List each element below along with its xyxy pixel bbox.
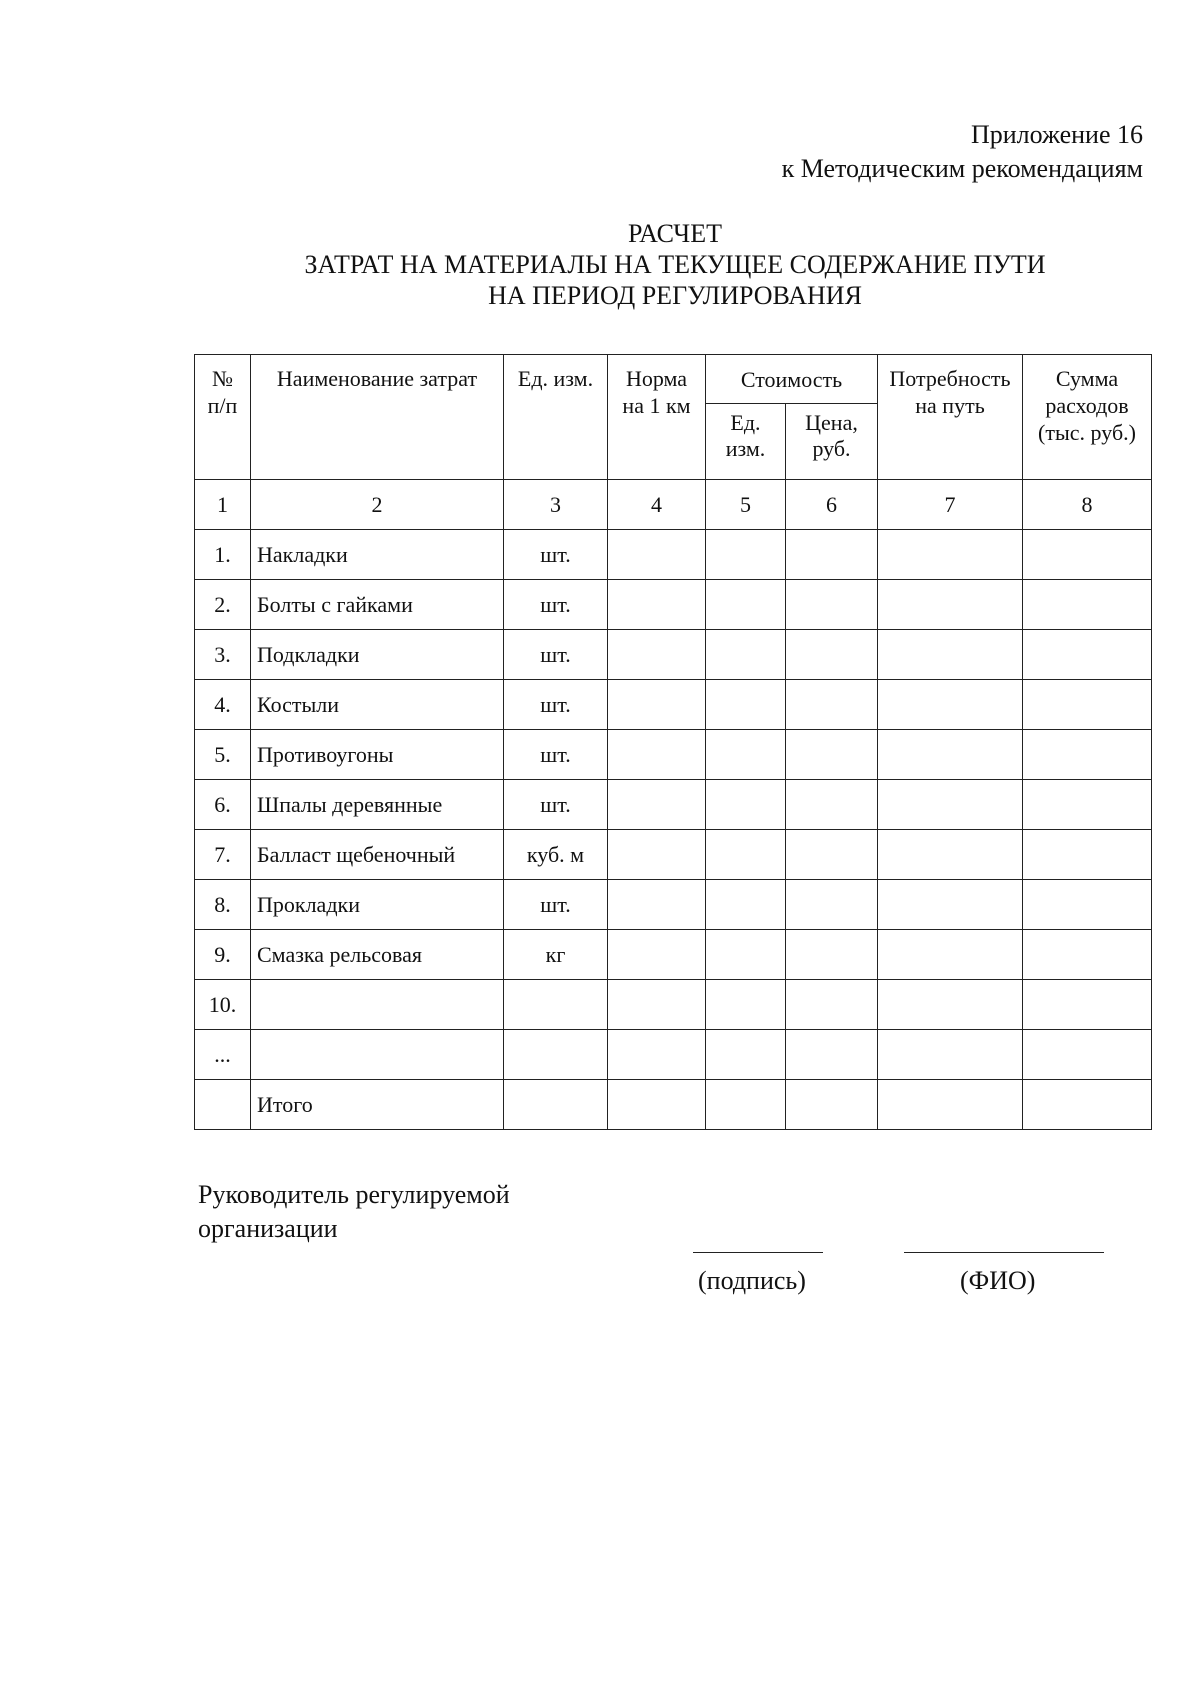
header-unit: [504, 355, 608, 480]
table-row: [195, 680, 1152, 730]
row-cost-price-cell: [786, 580, 878, 630]
row-name-cell: [251, 1030, 504, 1080]
row-sum-cell: [1023, 880, 1152, 930]
row-unit-cell: шт.: [504, 680, 608, 730]
row-unit-cell: шт.: [504, 780, 608, 830]
row-name-cell: Балласт щебеночный: [251, 830, 504, 880]
header-need-line-1: Потребность: [889, 366, 1011, 391]
row-norm-cell: [608, 880, 706, 930]
signature-line: [693, 1252, 823, 1253]
appendix-number: Приложение 16: [970, 120, 1143, 149]
table-row: [195, 1030, 1152, 1080]
table-row: [195, 980, 1152, 1030]
column-number: 6: [786, 480, 878, 530]
row-unit-cell: [504, 1080, 608, 1130]
header-cost-text: Стоимость: [740, 366, 843, 392]
row-need-cell: [878, 930, 1023, 980]
column-number: 7: [878, 480, 1023, 530]
row-sum-cell: [1023, 730, 1152, 780]
row-need-cell: [878, 530, 1023, 580]
row-cost-unit-cell: [706, 830, 786, 880]
title-line-1: РАСЧЕТ: [628, 219, 722, 248]
header-name: [251, 355, 504, 480]
document-title: [200, 218, 1150, 311]
row-unit-cell: кг: [504, 930, 608, 980]
row-cost-unit-cell: [706, 780, 786, 830]
table-row: [195, 930, 1152, 980]
header-sum-line-1: Сумма: [1055, 366, 1119, 391]
row-need-cell: [878, 580, 1023, 630]
header-cost-price-line-1: Цена,: [805, 410, 858, 435]
header-sum: [1023, 355, 1152, 480]
row-name-cell: Болты с гайками: [251, 580, 504, 630]
signer-line-1: Руководитель регулируемой: [198, 1180, 510, 1209]
header-cost-price: [786, 404, 878, 480]
title-line-2: ЗАТРАТ НА МАТЕРИАЛЫ НА ТЕКУЩЕЕ СОДЕРЖАНИЕ ПУТИ: [304, 250, 1046, 279]
row-number-cell: 2.: [195, 580, 251, 630]
row-cost-price-cell: [786, 1030, 878, 1080]
row-name-cell: Костыли: [251, 680, 504, 730]
row-cost-unit-cell: [706, 730, 786, 780]
row-cost-price-cell: [786, 630, 878, 680]
row-cost-unit-cell: [706, 530, 786, 580]
header-cost-unit-line-1: Ед.: [730, 410, 761, 435]
row-number-cell: 5.: [195, 730, 251, 780]
row-cost-unit-cell: [706, 1030, 786, 1080]
column-number: 3: [504, 480, 608, 530]
row-sum-cell: [1023, 1080, 1152, 1130]
row-name-cell: Шпалы деревянные: [251, 780, 504, 830]
table-row: [195, 580, 1152, 630]
row-need-cell: [878, 780, 1023, 830]
row-cost-price-cell: [786, 680, 878, 730]
title-line-3: НА ПЕРИОД РЕГУЛИРОВАНИЯ: [488, 281, 862, 310]
row-cost-price-cell: [786, 930, 878, 980]
table-row: [195, 880, 1152, 930]
row-cost-price-cell: [786, 530, 878, 580]
row-name-cell: Смазка рельсовая: [251, 930, 504, 980]
table-row: [195, 830, 1152, 880]
row-cost-price-cell: [786, 780, 878, 830]
row-norm-cell: [608, 1030, 706, 1080]
row-need-cell: [878, 880, 1023, 930]
row-unit-cell: шт.: [504, 580, 608, 630]
row-number-cell: 6.: [195, 780, 251, 830]
row-cost-unit-cell: [706, 880, 786, 930]
column-numbers-row: [195, 480, 1152, 530]
row-norm-cell: [608, 930, 706, 980]
row-need-cell: [878, 1030, 1023, 1080]
header-unit-text: Ед. изм.: [517, 366, 594, 391]
header-name-text: Наименование затрат: [276, 366, 478, 391]
row-number-cell: 4.: [195, 680, 251, 730]
signer-line-2: организации: [198, 1214, 338, 1243]
row-number-cell: [195, 1080, 251, 1130]
row-unit-cell: шт.: [504, 530, 608, 580]
row-sum-cell: [1023, 580, 1152, 630]
row-norm-cell: [608, 530, 706, 580]
row-sum-cell: [1023, 830, 1152, 880]
row-cost-price-cell: [786, 880, 878, 930]
row-unit-cell: шт.: [504, 730, 608, 780]
row-number-cell: 1.: [195, 530, 251, 580]
row-norm-cell: [608, 730, 706, 780]
row-cost-unit-cell: [706, 580, 786, 630]
row-need-cell: [878, 830, 1023, 880]
column-number: 4: [608, 480, 706, 530]
row-cost-price-cell: [786, 830, 878, 880]
appendix-reference: [782, 118, 1143, 186]
fio-caption: (ФИО): [960, 1266, 1036, 1295]
row-number-cell: 10.: [195, 980, 251, 1030]
row-number-cell: 9.: [195, 930, 251, 980]
row-norm-cell: [608, 980, 706, 1030]
row-cost-price-cell: [786, 980, 878, 1030]
materials-cost-table: [194, 354, 1152, 1130]
row-need-cell: [878, 630, 1023, 680]
header-cost: [706, 355, 878, 404]
header-sum-line-2: расходов: [1045, 393, 1129, 418]
row-cost-unit-cell: [706, 930, 786, 980]
table-body: [195, 530, 1152, 1130]
row-norm-cell: [608, 1080, 706, 1130]
row-unit-cell: [504, 1030, 608, 1080]
row-sum-cell: [1023, 630, 1152, 680]
row-number-cell: 3.: [195, 630, 251, 680]
table-row: [195, 730, 1152, 780]
column-number: 1: [195, 480, 251, 530]
header-norm-line-2: на 1 км: [622, 393, 691, 418]
row-cost-unit-cell: [706, 680, 786, 730]
header-sum-line-3: (тыс. руб.): [1038, 420, 1136, 445]
row-need-cell: [878, 1080, 1023, 1130]
column-number: 8: [1023, 480, 1152, 530]
header-number: [195, 355, 251, 480]
row-name-cell: [251, 980, 504, 1030]
fio-line: [904, 1252, 1104, 1253]
row-name-cell: Противоугоны: [251, 730, 504, 780]
row-need-cell: [878, 980, 1023, 1030]
row-need-cell: [878, 730, 1023, 780]
table-row: [195, 780, 1152, 830]
row-cost-unit-cell: [706, 630, 786, 680]
row-number-cell: ...: [195, 1030, 251, 1080]
row-name-cell: Подкладки: [251, 630, 504, 680]
row-cost-price-cell: [786, 730, 878, 780]
row-norm-cell: [608, 680, 706, 730]
header-row-top: [195, 355, 1152, 404]
header-number-line-1: №: [212, 366, 233, 391]
header-number-line-2: п/п: [207, 393, 238, 418]
row-name-cell: Накладки: [251, 530, 504, 580]
row-unit-cell: шт.: [504, 880, 608, 930]
row-sum-cell: [1023, 680, 1152, 730]
column-number: 2: [251, 480, 504, 530]
header-cost-unit-line-2: изм.: [725, 436, 766, 461]
row-unit-cell: [504, 980, 608, 1030]
row-norm-cell: [608, 630, 706, 680]
row-norm-cell: [608, 580, 706, 630]
row-number-cell: 7.: [195, 830, 251, 880]
row-norm-cell: [608, 780, 706, 830]
row-unit-cell: шт.: [504, 630, 608, 680]
row-sum-cell: [1023, 530, 1152, 580]
header-cost-price-line-2: руб.: [812, 436, 851, 461]
signature-caption: (подпись): [698, 1266, 806, 1295]
header-norm: [608, 355, 706, 480]
row-norm-cell: [608, 830, 706, 880]
appendix-subtitle: к Методическим рекомендациям: [781, 154, 1143, 183]
row-cost-unit-cell: [706, 1080, 786, 1130]
signer-title: [198, 1178, 510, 1246]
header-need: [878, 355, 1023, 480]
row-number-cell: 8.: [195, 880, 251, 930]
row-cost-unit-cell: [706, 980, 786, 1030]
row-name-cell: Итого: [251, 1080, 504, 1130]
row-sum-cell: [1023, 980, 1152, 1030]
row-sum-cell: [1023, 780, 1152, 830]
row-name-cell: Прокладки: [251, 880, 504, 930]
row-sum-cell: [1023, 1030, 1152, 1080]
header-cost-unit: [706, 404, 786, 480]
column-number: 5: [706, 480, 786, 530]
row-sum-cell: [1023, 930, 1152, 980]
header-norm-line-1: Норма: [625, 366, 688, 391]
row-unit-cell: куб. м: [504, 830, 608, 880]
table-row: [195, 530, 1152, 580]
table-row: [195, 630, 1152, 680]
table-row: [195, 1080, 1152, 1130]
row-cost-price-cell: [786, 1080, 878, 1130]
row-need-cell: [878, 680, 1023, 730]
header-need-line-2: на путь: [915, 393, 985, 418]
